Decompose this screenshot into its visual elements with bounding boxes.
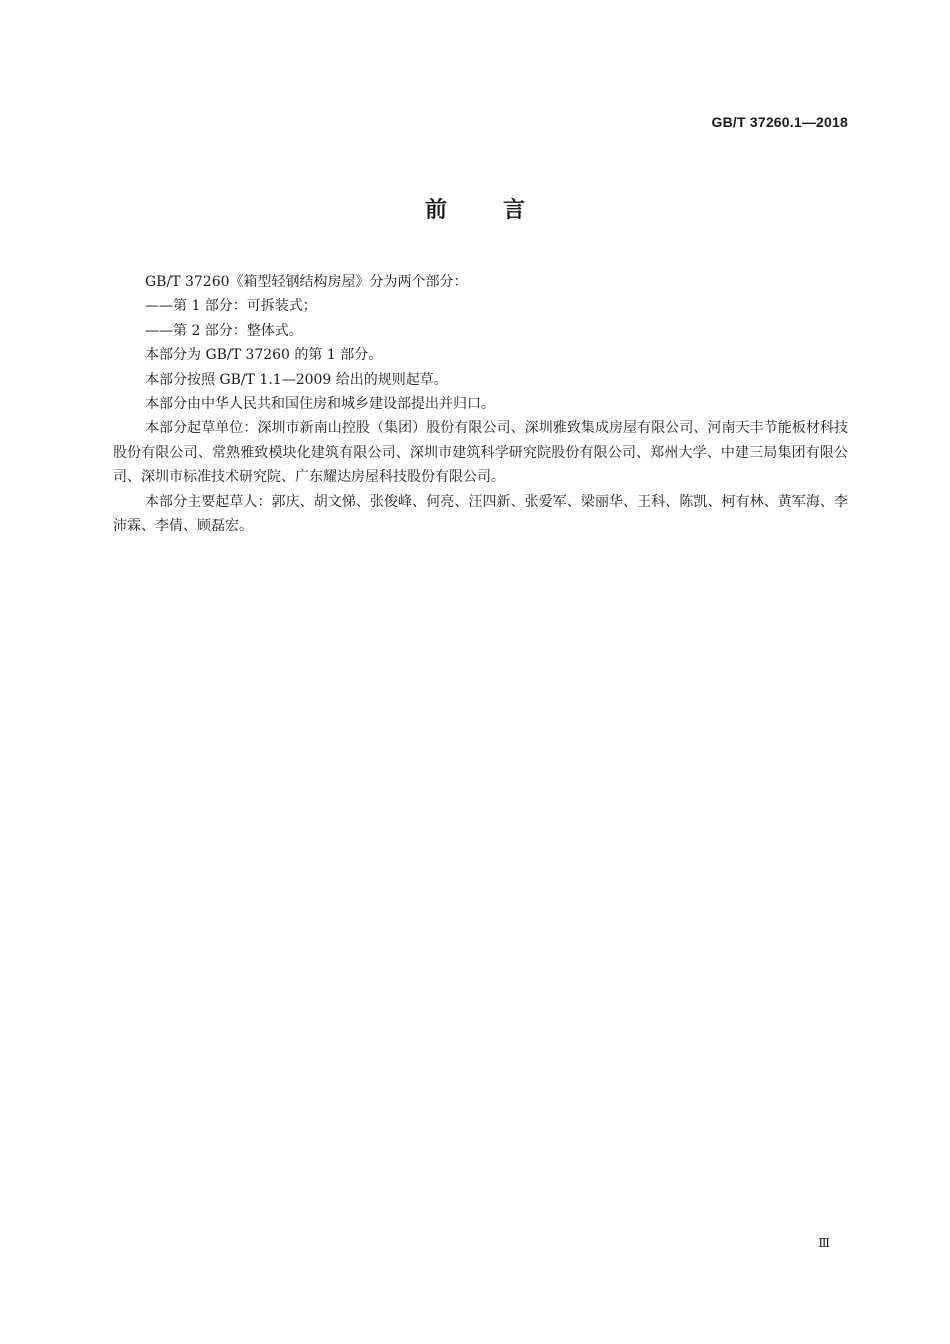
paragraph-drafting-units: 本部分起草单位：深圳市新南山控股（集团）股份有限公司、深圳雅致集成房屋有限公司、河南天丰节能板材科技股份有限公司、常熟雅致模块化建筑有限公司、深圳市建筑科学研究院股份有限公司、郑州大学、中建三局集团有限公司、深圳市标准技术研究院、广东耀达房屋科技股份有限公司。 [113,420,848,486]
paragraph-drafting-rules: 本部分按照 GB/T 1.1—2009 给出的规则起草。 [145,371,448,388]
page-title: 前言 [424,198,581,223]
paragraph-part-1: ——第 1 部分：可拆装式； [145,298,317,315]
paragraph-drafters: 本部分主要起草人：郭庆、胡文悌、张俊峰、何亮、汪四新、张爱军、梁丽华、王科、陈凯、柯有林、黄军海、李沛霖、李倩、顾磊宏。 [113,493,848,535]
paragraph-part-2: ——第 2 部分：整体式。 [145,322,303,339]
paragraph-parts-intro: GB/T 37260《箱型轻钢结构房屋》分为两个部分： [145,274,468,290]
paragraph-proposer: 本部分由中华人民共和国住房和城乡建设部提出并归口。 [145,396,495,413]
paragraph-this-part: 本部分为 GB/T 37260 的第 1 部分。 [145,347,383,364]
page-number: Ⅲ [818,1236,830,1250]
foreword-body [113,270,848,538]
standard-number: GB/T 37260.1—2018 [711,114,848,130]
